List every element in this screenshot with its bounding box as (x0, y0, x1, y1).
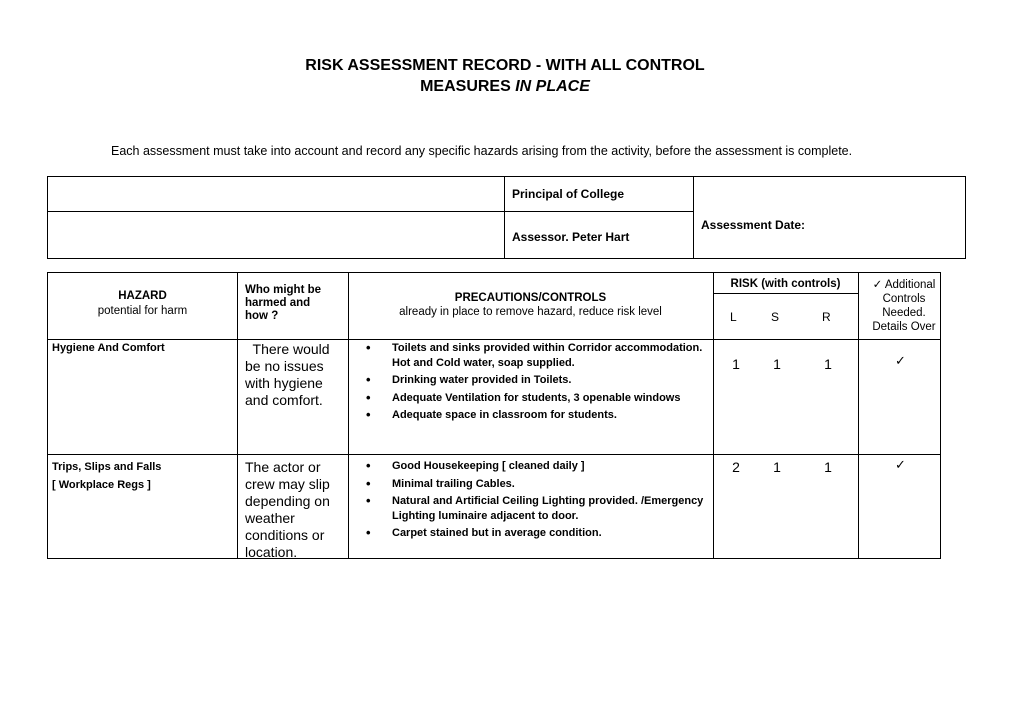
row-1-who-line-4: and comfort. (245, 392, 323, 408)
header-risk-s: S (771, 310, 780, 324)
list-item: • Minimal trailing Cables. (348, 477, 713, 492)
title-line-2-plain: MEASURES (420, 78, 516, 95)
risk-header-border-extension (940, 272, 942, 339)
row-2-who-line-6: location. (245, 544, 298, 560)
header-hazard-title: HAZARD (118, 290, 167, 302)
row-2-hazard-line-2: [ Workplace Regs ] (52, 479, 151, 491)
col-divider-hazard (237, 273, 238, 558)
info-box (47, 176, 966, 259)
list-item: • Drinking water provided in Toilets. (348, 373, 713, 388)
intro-text: Each assessment must take into account and record any specific hazards arising from the activity, before the assessment is complete. (111, 144, 853, 158)
header-precautions-title: PRECAUTIONS/CONTROLS (454, 292, 607, 304)
header-risk-l: L (730, 310, 737, 324)
list-item: • Carpet stained but in average condition. (348, 526, 713, 541)
row-1-who-line-3: with hygiene (245, 375, 323, 391)
table-row-2-hazard (52, 458, 161, 494)
document-title (0, 55, 1010, 97)
row-2-who-line-2: crew may slip (245, 476, 330, 492)
list-item: • Toilets and sinks provided within Corridor accommodation. Hot and Cold water, soap supplied. (348, 341, 713, 370)
row-1-risk-r: 1 (824, 356, 832, 372)
header-precautions (348, 292, 713, 318)
row-2-risk-l: 2 (732, 459, 740, 475)
header-hazard (48, 290, 237, 317)
header-who (245, 284, 321, 323)
row-2-risk-s: 1 (773, 459, 781, 475)
header-who-line-1: Who might be (245, 284, 322, 296)
row-2-risk-r: 1 (824, 459, 832, 475)
table-row-2-precautions (348, 459, 713, 544)
row-2-who-line-5: conditions or (245, 527, 325, 543)
row-1-who-line-1: There would (245, 341, 330, 357)
table-row-1-who (245, 341, 330, 409)
list-item: • Natural and Artificial Ceiling Lighting provided. /Emergency Lighting luminaire adjacent to door. (348, 494, 713, 523)
row-2-who-line-1: The actor or (245, 459, 321, 475)
info-divider-2 (693, 177, 694, 258)
header-additional-line-4: Details Over (872, 321, 936, 333)
row-1-additional-check-icon: ✓ (895, 353, 906, 368)
row-1-who-line-2: be no issues (245, 358, 324, 374)
col-divider-precautions (713, 273, 714, 558)
list-item: • Adequate Ventilation for students, 3 openable windows (348, 391, 713, 406)
row-1-hazard-line-1: Hygiene And Comfort (52, 342, 165, 354)
row-1-risk-s: 1 (773, 356, 781, 372)
row-2-who-line-3: depending on (245, 493, 330, 509)
principal-label: Principal of College (512, 187, 625, 201)
info-divider-1 (504, 177, 505, 258)
list-item: • Adequate space in classroom for students. (348, 408, 713, 423)
list-item: • Good Housekeeping [ cleaned daily ] (348, 459, 713, 474)
title-line-1: RISK ASSESSMENT RECORD - WITH ALL CONTROL (305, 57, 705, 74)
row-2-additional-check-icon: ✓ (895, 457, 906, 472)
row-divider-1 (48, 454, 940, 455)
assessor-label: Assessor. Peter Hart (512, 230, 630, 244)
header-risk-r: R (822, 310, 831, 324)
header-who-line-2: harmed and (245, 297, 311, 309)
header-additional-line-3: Needed. (882, 307, 926, 319)
title-line-2 (0, 76, 1010, 97)
header-additional (858, 278, 950, 334)
table-row-2-who (245, 459, 330, 561)
assessment-date-label: Assessment Date: (701, 218, 806, 232)
header-who-line-3: how ? (245, 310, 279, 322)
row-2-who-line-4: weather (245, 510, 295, 526)
header-precautions-sub: already in place to remove hazard, reduce risk level (399, 306, 662, 318)
title-line-2-italic: IN PLACE (515, 78, 590, 95)
row-1-risk-l: 1 (732, 356, 740, 372)
header-additional-line-1: ✓ Additional (872, 279, 936, 291)
header-hazard-sub: potential for harm (97, 305, 188, 317)
row-2-hazard-line-1: Trips, Slips and Falls (52, 461, 162, 473)
info-row-divider (48, 211, 693, 212)
header-risk: RISK (with controls) (730, 278, 841, 290)
table-row-1-hazard (52, 339, 165, 357)
table-row-1-precautions (348, 341, 713, 426)
risk-table (47, 272, 941, 559)
header-additional-line-2: Controls (882, 293, 926, 305)
header-row-divider (48, 339, 940, 340)
risk-subheader-divider (713, 293, 858, 294)
